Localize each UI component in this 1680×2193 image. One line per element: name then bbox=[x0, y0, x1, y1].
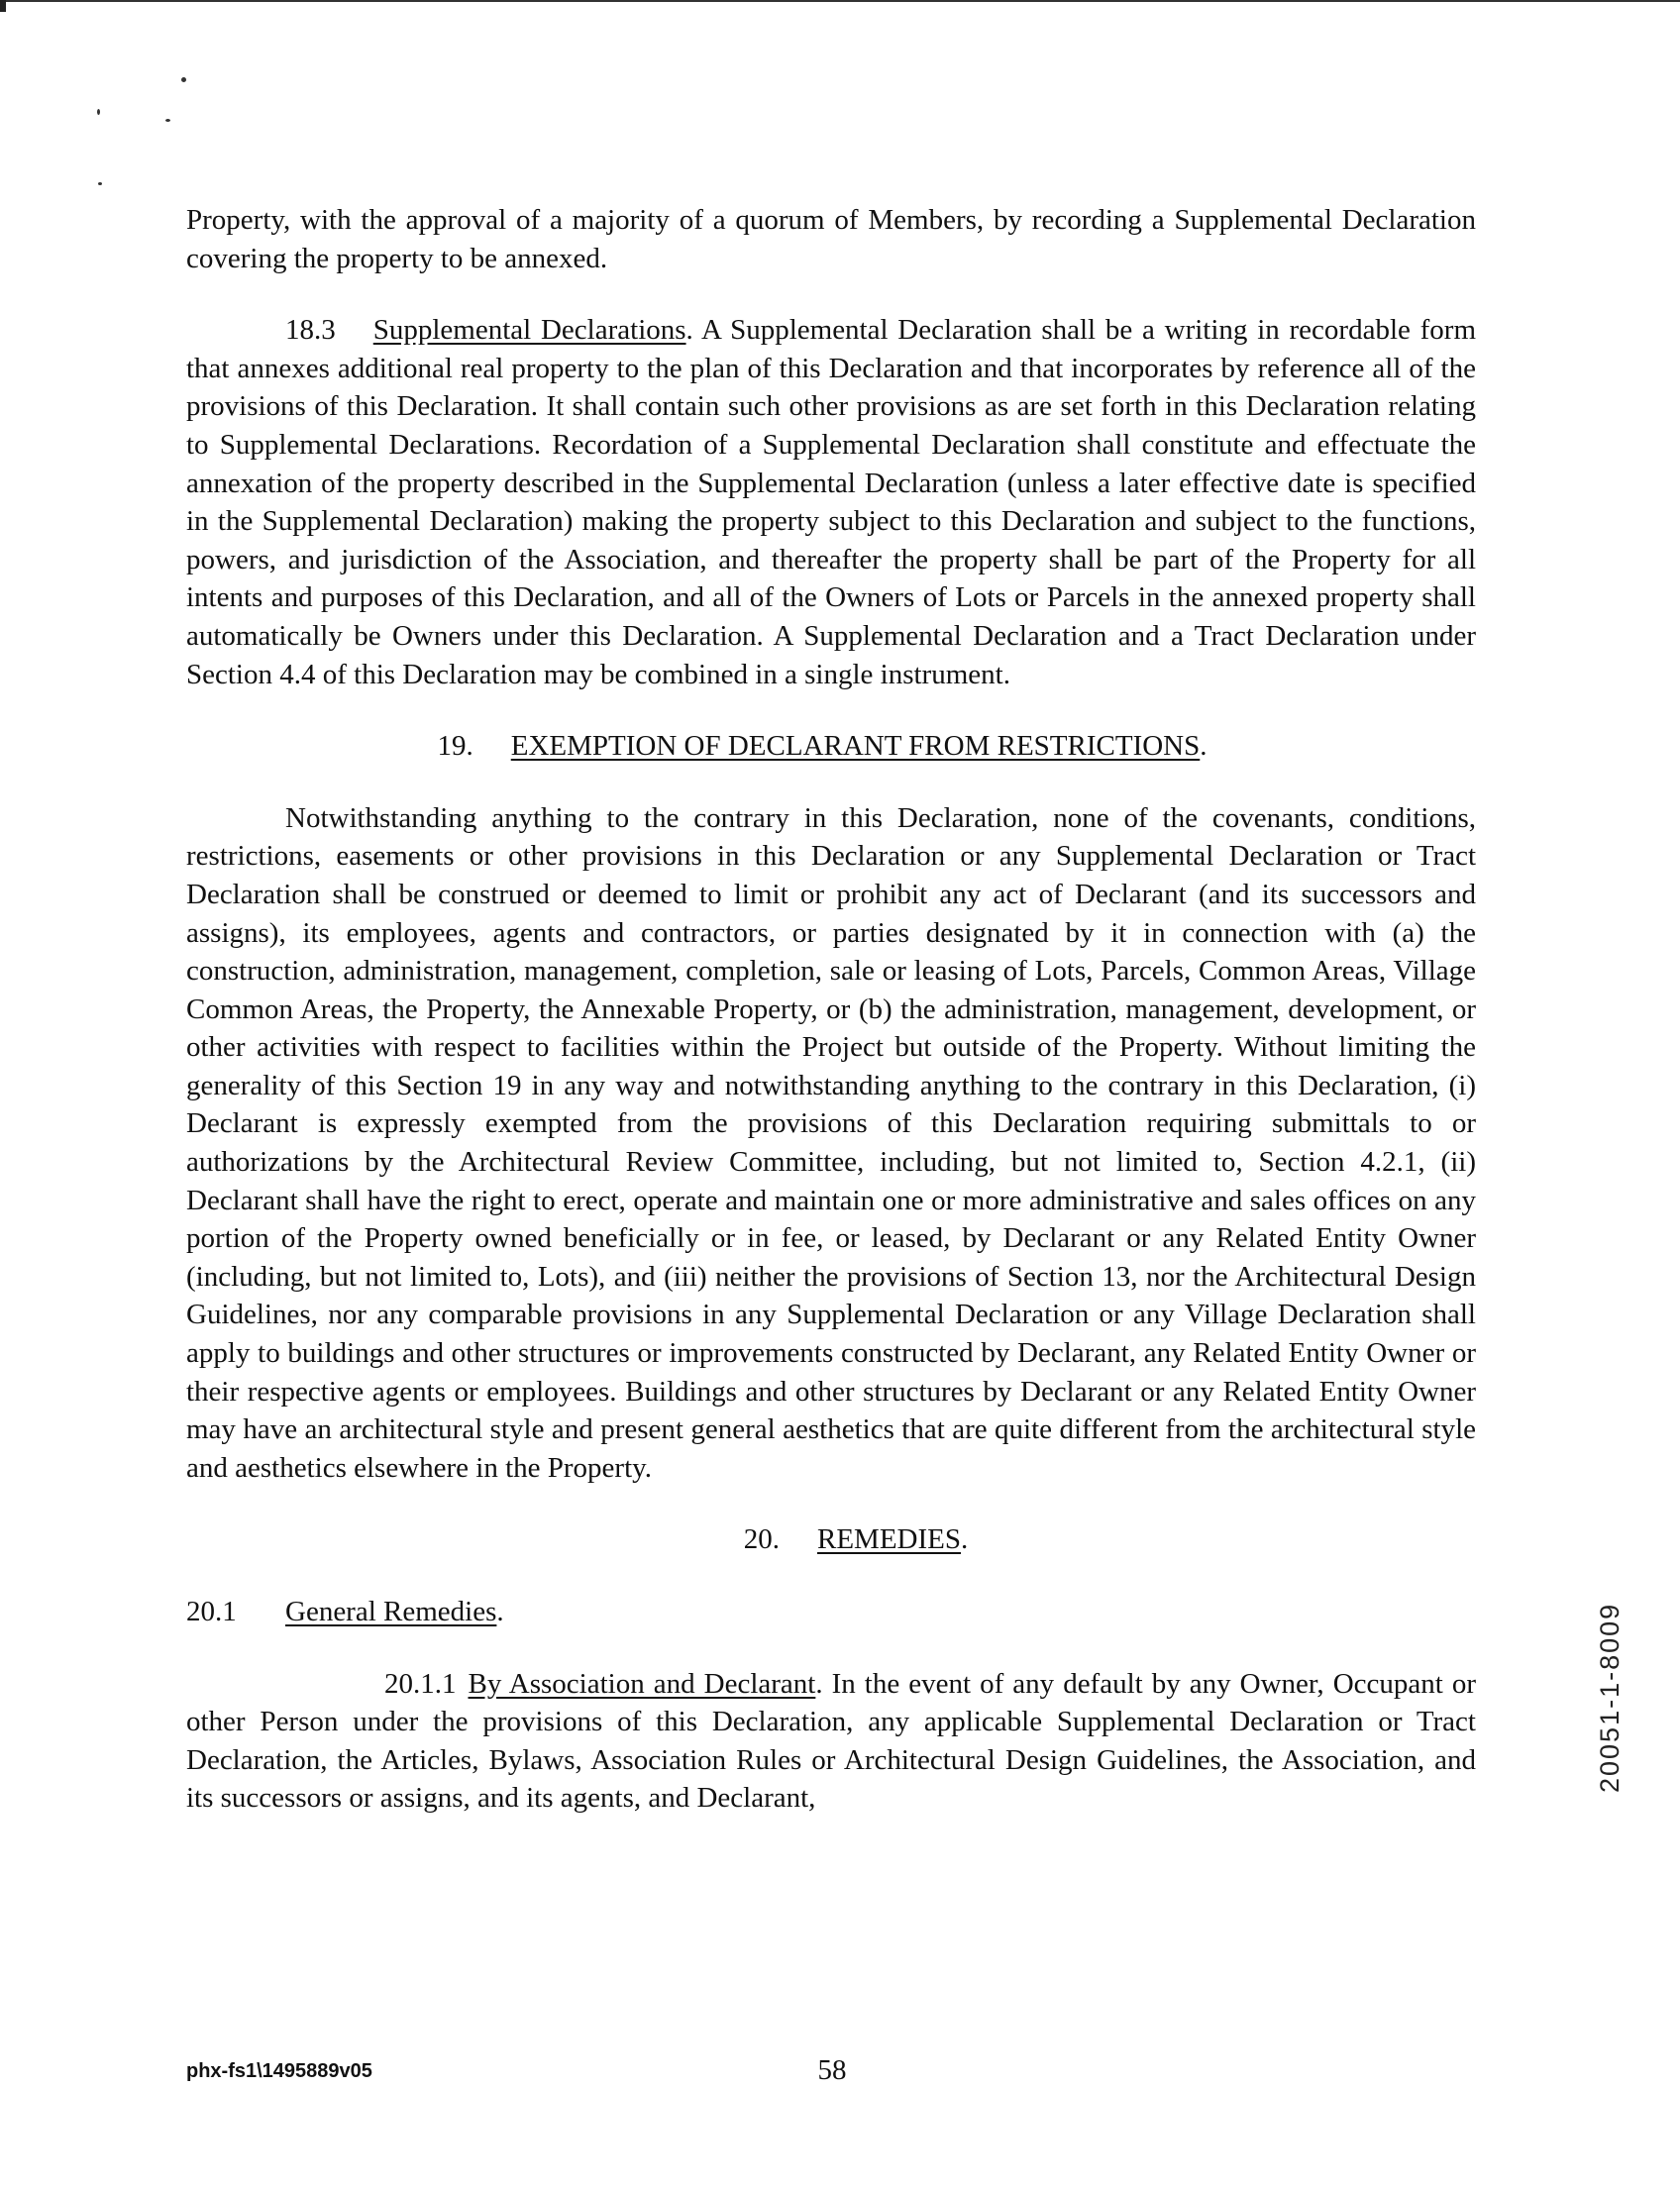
section-20-heading: 20. REMEDIES. bbox=[236, 1520, 1476, 1559]
body-text bbox=[186, 201, 1476, 1851]
section-19-title: EXEMPTION OF DECLARANT FROM RESTRICTIONS bbox=[510, 730, 1201, 763]
section-20-1-title: General Remedies bbox=[285, 1596, 497, 1627]
section-20-1-heading: 20.1 General Remedies. bbox=[186, 1593, 1476, 1631]
section-19-paragraph: Notwithstanding anything to the contrary in this Declaration, none of the covenants, conditions, restrictions, easements or other provisions in this Declaration or any Supplemental Declaration or Tract Declaration shall be construed or deemed to limit or prohibit any act of Declarant (and its successors and assigns), its employees, agents and contractors, or parties designated by it in connection with (a) the construction, administration, management, completion, sale or leasing of Lots, Parcels, Common Areas, Village Common Areas, the Property, the Annexable Property, or (b) the administration, management, development, or other activities with respect to facilities within the Project but outside of the Property. Without limiting the generality of this Section 19 in any way and notwithstanding anything to the contrary in this Declaration, (i) Declarant is expressly exempted from the provisions of this Declaration requiring submittals to or authorizations by the Architectural Review Committee, including, but not limited to, Section 4.2.1, (ii) Declarant shall have the right to erect, operate and maintain one or more administrative and sales offices on any portion of the Property owned beneficially or in fee, or leased, by Declarant or any Related Entity Owner (including, but not limited to, Lots), and (iii) neither the provisions of Section 13, nor the Architectural Design Guidelines, nor any comparable provisions in any Supplemental Declaration or any Village Declaration shall apply to buildings and other structures or improvements constructed by Declarant, any Related Entity Owner or their respective agents or employees. Buildings and other structures by Declarant or any Related Entity Owner may have an architectural style and present general aesthetics that are quite different from the architectural style and aesthetics elsewhere in the Property. bbox=[186, 801, 1476, 1484]
section-19-heading: 19. EXEMPTION OF DECLARANT FROM RESTRICTIONS. bbox=[168, 727, 1476, 766]
scan-speck bbox=[165, 119, 170, 122]
recording-stamp bbox=[1595, 1595, 1634, 1793]
recording-number: 20051-1-8009 bbox=[1595, 1602, 1625, 1793]
page-number: 58 bbox=[817, 2054, 847, 2086]
section-20-1-number: 20.1 bbox=[186, 1596, 237, 1627]
continuation-paragraph: Property, with the approval of a majority of a quorum of Members, by recording a Supplemental Declaration covering the property to be annexed. bbox=[186, 204, 1476, 274]
document-id: phx-fs1\1495889v05 bbox=[186, 2060, 372, 2082]
section-20-1-1-title: By Association and Declarant bbox=[468, 1667, 816, 1700]
section-19-number: 19. bbox=[437, 730, 473, 763]
section-20-title: REMEDIES bbox=[817, 1523, 961, 1556]
scan-speck bbox=[181, 77, 186, 82]
section-20-1-1-paragraph bbox=[186, 1665, 1476, 1818]
scan-speck bbox=[97, 109, 100, 115]
top-scan-edge bbox=[0, 0, 1680, 2]
scan-speck bbox=[98, 182, 102, 185]
section-20-number: 20. bbox=[743, 1523, 780, 1556]
section-18-3-title: Supplemental Declarations bbox=[372, 314, 686, 347]
section-20-1-1-text: . In the event of any default by any Owner, Occupant or other Person under the provisions of this Declaration, any applicable Supplemental Declaration or Tract Declaration, the Articles, Bylaws, Association Rules or Architectural Design Guidelines, the Association, and its successors or assigns, and its agents, and Declarant, bbox=[186, 1667, 1477, 1815]
section-18-3-number: 18.3 bbox=[285, 314, 336, 347]
section-20-1-1-number: 20.1.1 bbox=[384, 1667, 457, 1700]
section-18-3-text: . A Supplemental Declaration shall be a writing in recordable form that annexes additional real property to the plan of this Declaration and that incorporates by reference all of the provisions of this Declaration. It shall contain such other provisions as are set forth in this Declaration relating to Supplemental Declarations. Recordation of a Supplemental Declaration shall constitute and effectuate the annexation of the property described in the Supplemental Declaration (unless a later effective date is specified in the Supplemental Declaration) making the property subject to this Declaration and subject to the functions, powers, and jurisdiction of the Association, and thereafter the property shall be part of the Property for all intents and purposes of this Declaration, and all of the Owners of Lots or Parcels in the annexed property shall automatically be Owners under this Declaration. A Supplemental Declaration and a Tract Declaration under Section 4.4 of this Declaration may be combined in a single instrument. bbox=[186, 314, 1477, 690]
scan-corner-mark bbox=[0, 0, 6, 12]
section-18-3-paragraph bbox=[186, 311, 1476, 693]
